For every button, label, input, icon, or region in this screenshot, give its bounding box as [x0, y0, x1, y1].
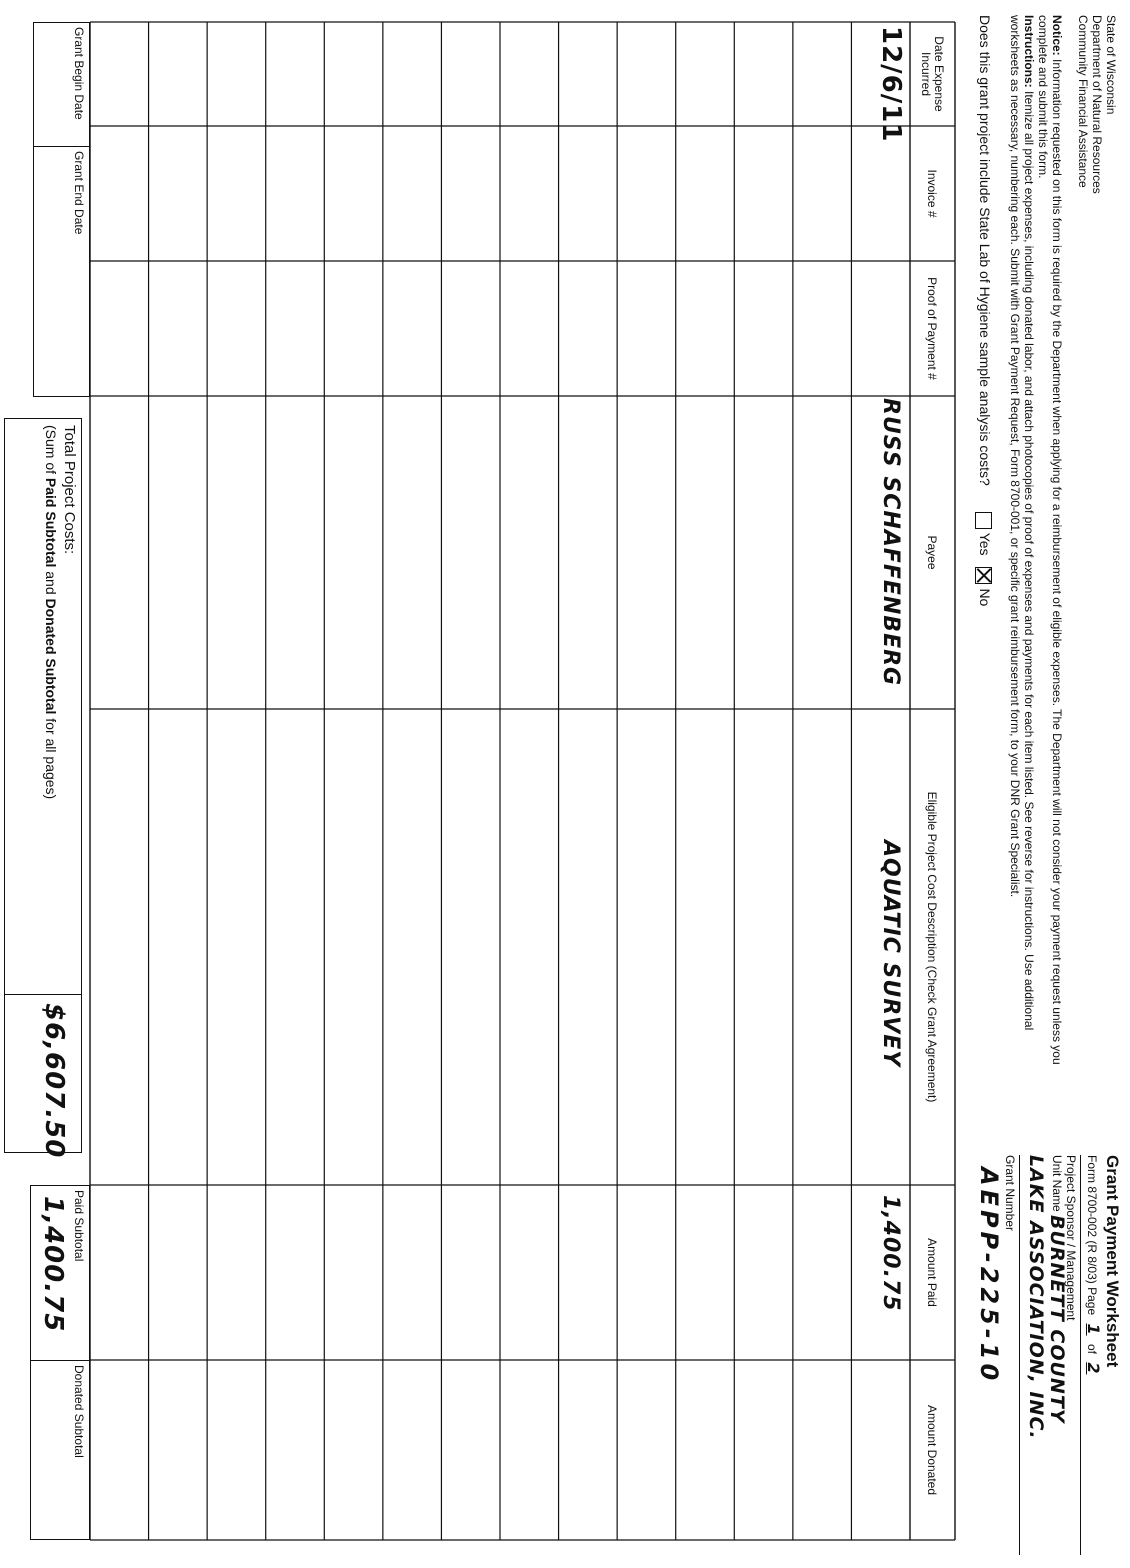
paid-subtotal-value[interactable]: 1,400.75 [38, 1196, 68, 1333]
grant-begin-date-field[interactable] [37, 27, 69, 142]
total-note-paid: Paid Subtotal [43, 477, 59, 568]
notice-label: Notice: [1050, 15, 1064, 56]
subtotals-box [30, 1185, 90, 1540]
row1-description[interactable]: AQUATIC SURVEY [878, 840, 903, 1068]
sponsor-label-line2: Unit Name [1050, 1155, 1064, 1212]
sponsor-value-line1: BURNETT COUNTY [1046, 1215, 1068, 1424]
col-header-proof: Proof of Payment # [925, 277, 940, 380]
grant-number-value: AEPP-225-10 [975, 1167, 1003, 1385]
page-current: 1 [1084, 1323, 1103, 1336]
total-note-open: (Sum of [43, 425, 59, 478]
total-note-close: for all pages) [43, 714, 59, 800]
col-header-date: Date Expense Incurred [919, 36, 946, 112]
page-total: 2 [1084, 1362, 1103, 1375]
row1-date[interactable]: 12/6/11 [876, 26, 906, 143]
subtotals-divider [31, 1360, 89, 1361]
row1-amount-paid[interactable]: 1,400.75 [878, 1195, 903, 1312]
total-costs-note [43, 425, 59, 799]
total-costs-divider [5, 994, 81, 995]
page-title: Grant Payment Worksheet [1103, 1155, 1122, 1368]
grant-dates-box [33, 22, 90, 397]
total-costs-label: Total Project Costs: [61, 425, 78, 555]
col-header-amount-paid: Amount Paid [925, 1238, 940, 1307]
department-name: Department of Natural Resources [1090, 15, 1104, 194]
bureau-name: Community Financial Assistance [1076, 15, 1090, 188]
col-header-description: Eligible Project Cost Description (Check Grant Agreement) [925, 791, 940, 1103]
col-header-payee: Payee [925, 535, 940, 570]
total-note-and: and [43, 567, 59, 599]
form-revision: (R 8/03) [1085, 1240, 1099, 1284]
grant-begin-date-label: Grant Begin Date [72, 27, 86, 120]
total-costs-value[interactable]: $6,607.50 [39, 1003, 69, 1159]
total-costs-box [4, 418, 82, 1159]
notice-text: Information requested on this form is required by the Department when applying for a reimbursement of eligible expenses. The Department will not consider your payment request unless you complete and submit this form. [1036, 15, 1064, 1065]
page-of-label: of [1085, 1343, 1099, 1354]
instructions-text: Itemize all project expenses, including donated labor, and attach photocopies of proof of expenses and payments for each item listed. See reverse for instructions. Use additional worksheets as necessary, numbering each. Submit with Grant Payment Request, Form 8700-001, or specific grant reimbursement form, to your DNR Grant Specialist. [1008, 15, 1036, 1031]
state-name: State of Wisconsin [1104, 15, 1118, 115]
total-note-donated: Donated Subtotal [43, 598, 59, 715]
col-header-amount-donated: Amount Donated [925, 1404, 940, 1496]
page-label: Page [1085, 1287, 1099, 1316]
grant-end-date-field[interactable] [37, 151, 69, 391]
yes-label: Yes [977, 532, 993, 556]
sponsor-label-line1: Project Sponsor / Management [1064, 1155, 1078, 1321]
grant-end-date-label: Grant End Date [72, 151, 86, 235]
donated-subtotal-field[interactable] [35, 1365, 69, 1535]
row1-payee[interactable]: RUSS SCHAFFENBERG [878, 398, 903, 687]
paid-subtotal-label: Paid Subtotal [72, 1190, 86, 1262]
sponsor-value-line2: LAKE ASSOCIATION, INC. [1025, 1155, 1047, 1440]
grant-dates-divider [34, 146, 89, 147]
instructions-label: Instructions: [1022, 15, 1036, 88]
hygiene-question-text: Does this grant project include State Lab of Hygiene sample analysis costs? [977, 15, 993, 486]
col-header-invoice: Invoice # [925, 169, 940, 218]
donated-subtotal-label: Donated Subtotal [72, 1365, 86, 1458]
no-label: No [977, 588, 993, 607]
form-number: Form 8700-002 [1085, 1155, 1099, 1238]
grant-number-label: Grant Number [1003, 1155, 1017, 1232]
